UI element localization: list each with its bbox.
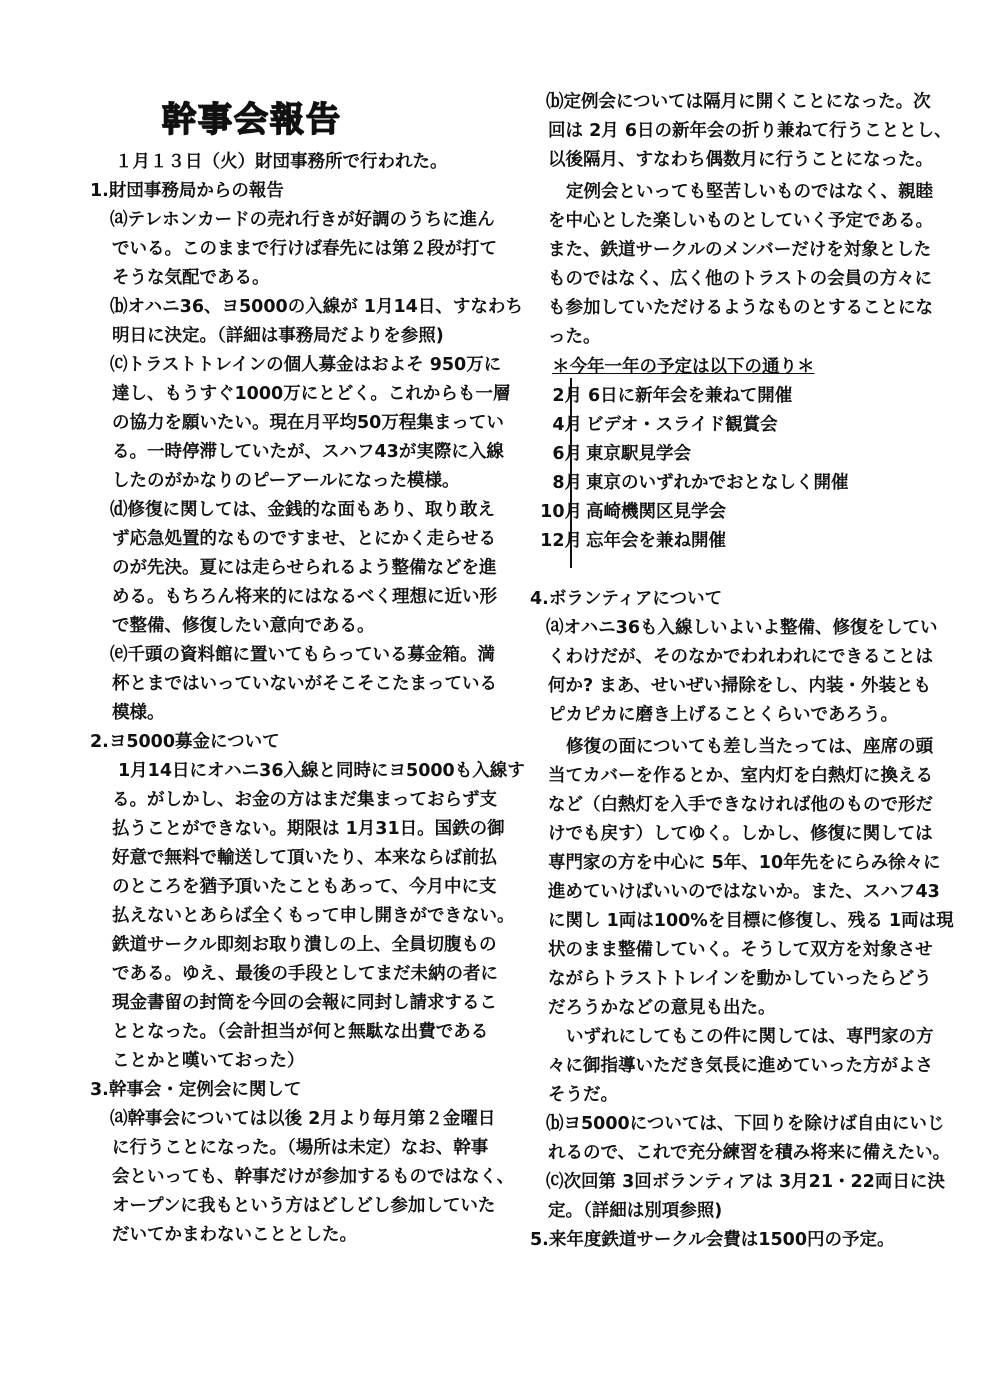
s1-d-line: ず応急処置的なものですませ、とにかく走らせる (112, 529, 496, 549)
meeting-date: １月１３日（火）財団事務所で行われた。 (115, 152, 448, 172)
s1-b-line: 明日に決定。（詳細は事務局だよりを参照) (112, 326, 444, 346)
s1-a-line: そうな気配である。 (112, 268, 270, 288)
schedule-month: 8月 (552, 473, 582, 493)
schedule-month: 10月 (540, 502, 582, 522)
s4-c-line: ⒞次回第 3回ボランティアは 3月21・22両日に決 (546, 1172, 945, 1192)
s4-b-line: れるので、これで充分練習を積み将来に備えたい。 (548, 1143, 951, 1163)
s3-a-line: ⒜幹事会については以後 2月より毎月第２金曜日 (110, 1109, 496, 1129)
s4-a2-line: など（白熱灯を入手できなければ他のもので形だ (548, 795, 933, 815)
s1-c-line: したのがかなりのピーアールになった模様。 (112, 471, 460, 491)
schedule-event: 6日に新年会を兼ねて開催 (588, 386, 793, 406)
schedule-event: 東京駅見学会 (586, 444, 691, 464)
s3-b-line: 回は 2月 6日の新年会の折り兼ねて行うこととし、 (548, 121, 952, 141)
section-4-heading: 4.ボランティアについて (530, 589, 723, 609)
schedule-row (528, 498, 948, 527)
s1-c-line: ⒞トラストトレインの個人募金はおよそ 950万に (110, 355, 502, 375)
s2-body-line: 鉄道サークル即刻お取り潰しの上、全員切腹もの (112, 935, 497, 955)
s4-a2-line: 状のまま整備していく。そうして双方を対象させ (548, 940, 933, 960)
s4-a2-line: 進めていけばいいのではないか。また、スハフ43 (548, 882, 940, 902)
s1-e-line: ⒠千頭の資料館に置いてもらっている募金箱。満 (110, 645, 495, 665)
s2-body-line: 払えないとあらば全くもって申し開きができない。 (112, 906, 515, 926)
s1-e-line: 杯とまではいっていないがそこそこたまっている (112, 674, 497, 694)
s3-b-line: 以後隔月、すなわち偶数月に行うことになった。 (548, 150, 933, 170)
s1-e-line: 模様。 (112, 703, 165, 723)
s1-a-line: ⒜テレホンカードの売れ行きが好調のうちに進ん (110, 210, 495, 230)
s4-a-line: 何か? まあ、せいぜい掃除をし、内装・外装とも (548, 676, 932, 696)
s4-a2-line: ながらトラストトレインを動かしていったらどう (548, 969, 932, 989)
section-2-heading: 2.ヨ5000募金について (90, 732, 280, 752)
schedule-heading: ＊今年一年の予定は以下の通り＊ (552, 357, 815, 377)
s4-a2-line: に関し 1両は100%を目標に修復し、残る 1両は現 (548, 911, 954, 931)
schedule-month: 2月 (552, 386, 582, 406)
s4-a2-line: 当てカバーを作るとか、室内灯を白熱灯に換える (548, 766, 933, 786)
s3-b2-line: も参加していただけるようなものとすることにな (548, 298, 933, 318)
s1-c-line: の協力を願いたい。現在月平均50万程集まってい (112, 413, 504, 433)
schedule-row (528, 527, 948, 556)
s1-d-line: のが先決。夏には走らせられるよう整備などを進 (112, 558, 497, 578)
schedule-event: 忘年会を兼ね開催 (586, 531, 726, 551)
s3-b2-line: ものではなく、広く他のトラストの会員の方々に (548, 269, 933, 289)
s2-body-line: 払うことができない。期限は 1月31日。国鉄の御 (112, 819, 505, 839)
s2-body-line: のところを猶予頂いたこともあって、今月中に支 (112, 877, 497, 897)
s3-b2-line: を中心とした楽しいものとしていく予定である。 (548, 211, 933, 231)
schedule-month: 6月 (552, 444, 582, 464)
section-1-heading: 1.財団事務局からの報告 (90, 181, 284, 201)
s1-a-line: でいる。このままで行けば春先には第２段が打て (112, 239, 497, 259)
s3-b2-line: った。 (548, 327, 601, 347)
s4-a-line: くわけだが、そのなかでわれわれにできることは (548, 647, 933, 667)
s4-a2-line: 修復の面についても差し当たっては、座席の頭 (566, 737, 934, 757)
s4-a-line: ⒜オハニ36も入線しいよいよ整備、修復をしてい (546, 618, 938, 638)
schedule-month: 4月 (552, 415, 582, 435)
s2-body-line: 現金書留の封筒を今回の会報に同封し請求するこ (112, 993, 497, 1013)
s4-a2-line: 専門家の方を中心に 5年、10年先をにらみ徐々に (548, 853, 941, 873)
s2-body-line: 1月14日にオハニ36入線と同時にヨ5000も入線す (118, 761, 525, 781)
s1-d-line: める。もちろん将来的にはなるべく理想に近い形 (112, 587, 497, 607)
s2-body-line: ことかと嘆いておった） (112, 1051, 305, 1071)
s4-a3-line: いずれにしてもこの件に関しては、専門家の方 (566, 1027, 934, 1047)
s3-b2-line: また、鉄道サークルのメンバーだけを対象とした (548, 240, 932, 260)
s3-a-line: 会といっても、幹事だけが参加するものではなく、 (112, 1167, 515, 1187)
s3-b2-line: 定例会といっても堅苦しいものではなく、親睦 (566, 182, 934, 202)
s1-d-line: ⒟修復に関しては、金銭的な面もあり、取り敢え (110, 500, 495, 520)
s4-b-line: ⒝ヨ5000については、下回りを除けば自由にいじ (546, 1114, 945, 1134)
s2-body-line: る。がしかし、お金の方はまだ集まっておらず支 (112, 790, 497, 810)
s1-d-line: で整備、修復したい意向である。 (112, 616, 375, 636)
s3-b-line: ⒝定例会については隔月に開くことになった。次 (546, 92, 931, 112)
s1-b-line: ⒝オハニ36、ヨ5000の入線が 1月14日、すなわち (110, 297, 523, 317)
schedule-event: ビデオ・スライド観賞会 (586, 415, 778, 435)
s3-a-line: オープンに我もという方はどしどし参加していた (112, 1196, 496, 1216)
s3-a-line: に行うことになった。（場所は未定）なお、幹事 (112, 1138, 489, 1158)
schedule-event: 東京のいずれかでおとなしく開催 (586, 473, 849, 493)
section-3-heading: 3.幹事会・定例会に関して (90, 1080, 302, 1100)
s1-c-line: る。一時停滞していたが、スハフ43が実際に入線 (112, 442, 504, 462)
s3-a-line: だいてかまわないこととした。 (112, 1225, 357, 1245)
s1-c-line: 達し、もうすぐ1000万にとどく。これからも一層 (112, 384, 511, 404)
schedule-row (528, 382, 948, 411)
s4-a3-line: そうだ。 (548, 1085, 618, 1105)
s4-a2-line: だろうかなどの意見も出た。 (548, 998, 776, 1018)
s4-a2-line: けでも戻す）してゆく。しかし、修復に関しては (548, 824, 933, 844)
s4-c-line: 定。（詳細は別項参照) (548, 1201, 723, 1221)
schedule-row (528, 440, 948, 469)
s2-body-line: である。ゆえ、最後の手段としてまだ未納の者に (112, 964, 499, 984)
schedule-month: 12月 (540, 531, 582, 551)
s2-body-line: 好意で無料で輸送して頂いたり、本来ならば前払 (112, 848, 497, 868)
schedule-row (528, 411, 948, 440)
schedule-event: 高崎機関区見学会 (586, 502, 726, 522)
s4-a-line: ピカピカに磨き上げることくらいであろう。 (548, 705, 898, 725)
s4-a3-line: 々に御指導いただき気長に進めていった方がよさ (548, 1056, 933, 1076)
report-title: 幹事会報告 (162, 100, 342, 140)
section-5-heading: 5.来年度鉄道サークル会費は1500円の予定。 (530, 1230, 895, 1250)
s2-body-line: ととなった。（会計担当が何と無駄な出費である (112, 1022, 489, 1042)
schedule-row (528, 469, 948, 498)
